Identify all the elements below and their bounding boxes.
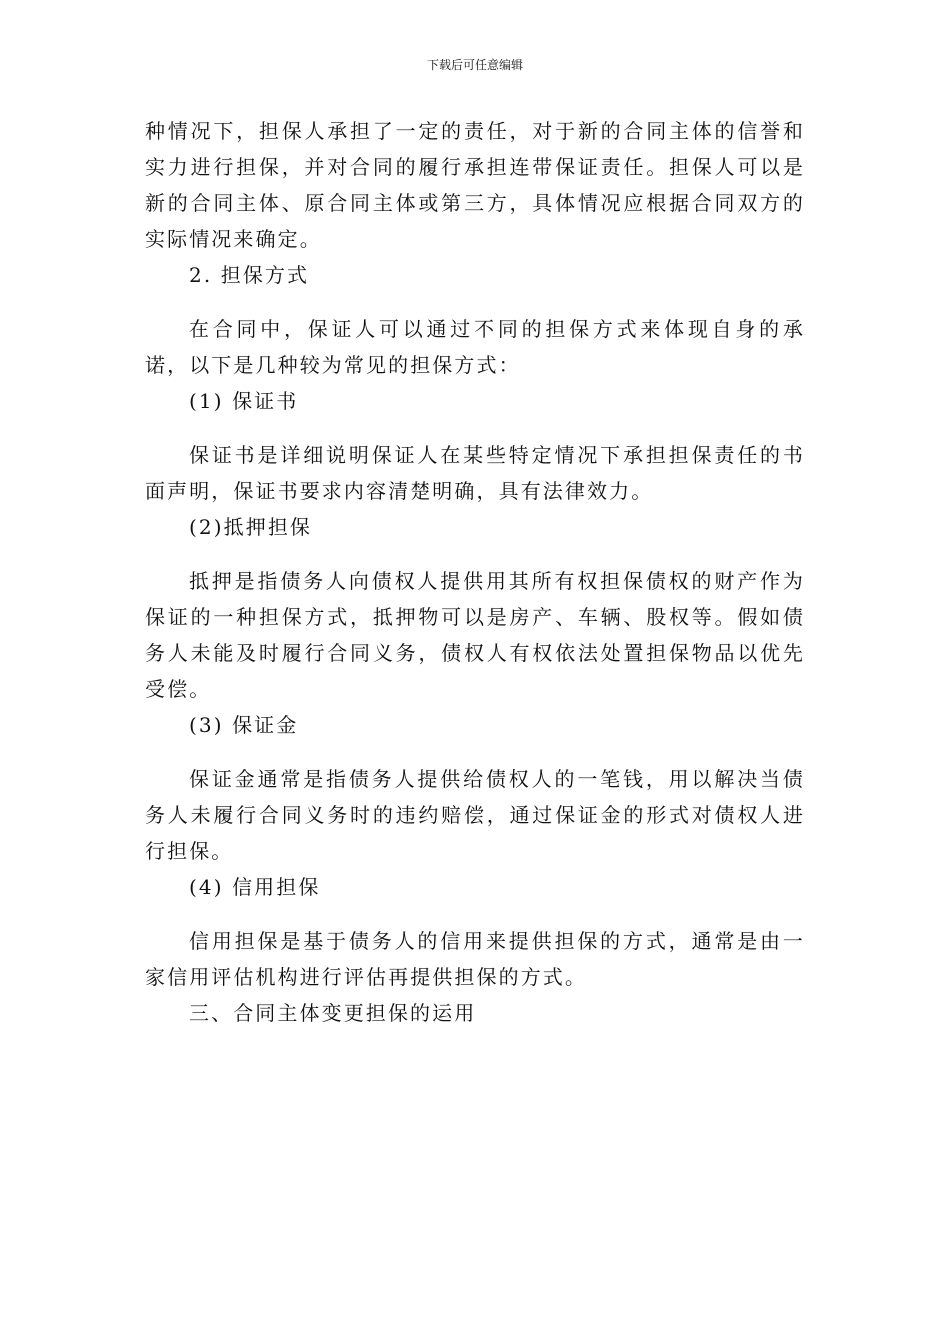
paragraph-mortgage-guarantee: 抵押是指债务人向债权人提供用其所有权担保债权的财产作为保证的一种担保方式，抵押物可以是房产、车辆、股权等。假如债务人未能及时履行合同义务，债权人有权依法处置担保物品以优先受偿。 xyxy=(145,569,805,701)
heading-guarantee-methods: 2. 担保方式 xyxy=(189,263,310,287)
paragraph-guarantee-letter: 保证书是详细说明保证人在某些特定情况下承担担保责任的书面声明，保证书要求内容清楚明确，具有法律效力。 xyxy=(145,443,805,503)
paragraph-credit-guarantee: 信用担保是基于债务人的信用来提供担保的方式，通常是由一家信用评估机构进行评估再提供担保的方式。 xyxy=(145,929,805,989)
heading-section-three: 三、合同主体变更担保的运用 xyxy=(189,1001,477,1025)
heading-credit-guarantee: (4) 信用担保 xyxy=(189,875,321,899)
heading-mortgage-guarantee: (2)抵押担保 xyxy=(189,515,313,539)
paragraph-deposit: 保证金通常是指债务人提供给债权人的一笔钱，用以解决当债务人未履行合同义务时的违约赔偿，通过保证金的形式对债权人进行担保。 xyxy=(145,767,805,863)
heading-deposit: (3) 保证金 xyxy=(189,713,299,737)
page-header-note: 下载后可任意编辑 xyxy=(426,58,523,72)
document-body xyxy=(145,113,805,1031)
heading-guarantee-letter: (1) 保证书 xyxy=(189,389,299,413)
paragraph-guarantee-methods: 在合同中，保证人可以通过不同的担保方式来体现自身的承诺，以下是几种较为常见的担保方式： xyxy=(145,317,805,377)
paragraph-intro-continued: 种情况下，担保人承担了一定的责任，对于新的合同主体的信誉和实力进行担保，并对合同的履行承担连带保证责任。担保人可以是新的合同主体、原合同主体或第三方，具体情况应根据合同双方的实际情况来确定。 xyxy=(145,119,805,251)
